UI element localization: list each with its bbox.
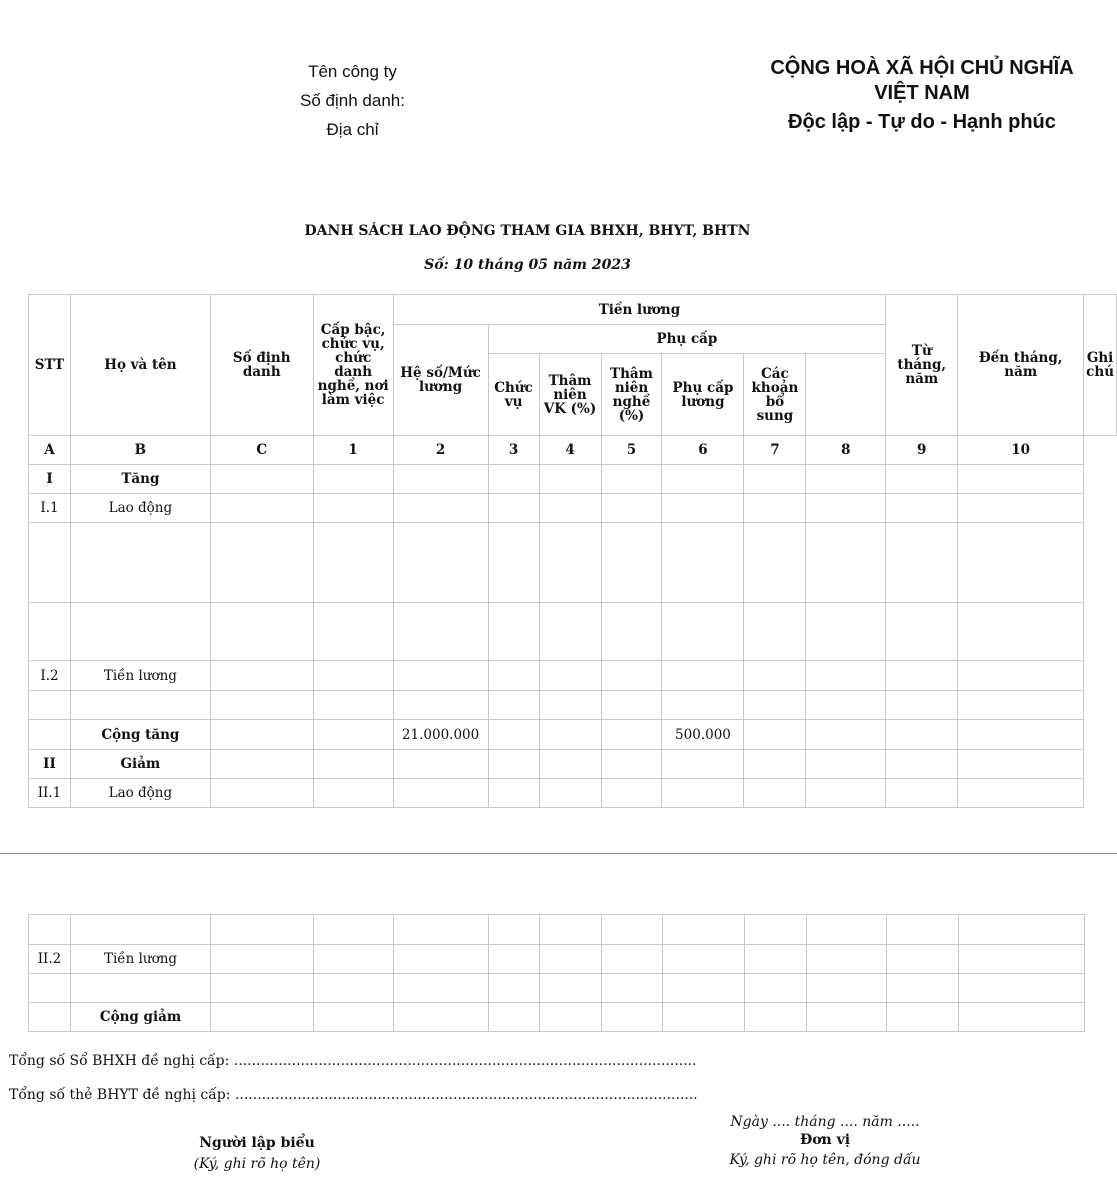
header-from-month: Từ tháng, năm [886, 295, 958, 436]
table-row [29, 523, 1117, 603]
column-code: 2 [393, 436, 488, 465]
header-seniority-job: Thâm niên nghề (%) [601, 354, 662, 436]
header-name: Họ và tên [70, 295, 210, 436]
column-code: 9 [886, 436, 958, 465]
employee-table-continued [28, 914, 1085, 1032]
unit-note: Ký, ghi rõ họ tên, đóng dấu [729, 1152, 921, 1168]
row-stt: I [29, 465, 71, 494]
header-coefficient: Hệ số/Mức lương [393, 325, 488, 436]
table-row-total-increase [29, 720, 1117, 750]
national-header [756, 56, 1088, 135]
row-name: Lao động [70, 779, 210, 808]
header-stt: STT [29, 295, 71, 436]
header-seniority-vk: Thâm niên VK (%) [539, 354, 601, 436]
table-row [29, 915, 1085, 945]
column-code: 4 [539, 436, 601, 465]
row-stt: II [29, 750, 71, 779]
header-position: Cấp bậc, chức vụ, chức danh nghề, nơi làm việc [313, 295, 393, 436]
column-code-row [29, 436, 1117, 465]
row-name: Tiền lương [70, 661, 210, 691]
table-row [29, 974, 1085, 1003]
table-row [29, 465, 1117, 494]
bhxh-books-label: Tổng số Sổ BHXH đề nghị cấp: [9, 1053, 230, 1069]
header-allowance-group: Phụ cấp [488, 325, 886, 354]
bhyt-cards-dots: ........................................................................................................ [234, 1087, 698, 1103]
row-name: Cộng tăng [70, 720, 210, 750]
employee-table [28, 294, 1117, 808]
row-name: Cộng giảm [71, 1003, 211, 1032]
page-break-divider [0, 853, 1117, 854]
table-row [29, 779, 1117, 808]
table-row [29, 494, 1117, 523]
preparer-note: (Ký, ghi rõ họ tên) [193, 1156, 321, 1172]
preparer-title: Người lập biểu [199, 1135, 315, 1151]
company-address: Địa chỉ [326, 120, 379, 139]
preparer-signature [150, 1133, 364, 1175]
bhxh-books-dots: ........................................................................................................ [233, 1053, 697, 1069]
column-code: 8 [806, 436, 886, 465]
unit-signature [705, 1113, 945, 1169]
bhyt-cards-label: Tổng số thẻ BHYT đề nghị cấp: [9, 1087, 231, 1103]
table-row [29, 945, 1085, 974]
column-code: 7 [744, 436, 806, 465]
column-code: C [210, 436, 313, 465]
header-supplements: Các khoản bổ sung [744, 354, 806, 436]
column-code: A [29, 436, 71, 465]
national-motto: Độc lập - Tự do - Hạnh phúc [788, 111, 1056, 133]
column-code: 1 [313, 436, 393, 465]
row-name: Giảm [70, 750, 210, 779]
column-code: B [70, 436, 210, 465]
column-code: 5 [601, 436, 662, 465]
table-row [29, 603, 1117, 661]
table-row [29, 661, 1117, 691]
signature-date: Ngày .... tháng .... năm ..... [730, 1114, 920, 1130]
column-code: 3 [488, 436, 539, 465]
header-to-month: Đến tháng, năm [958, 295, 1084, 436]
table-row [29, 691, 1117, 720]
header-id: Số định danh [210, 295, 313, 436]
total-increase-coefficient: 21.000.000 [393, 720, 488, 750]
table-row [29, 750, 1117, 779]
bhyt-cards-line [9, 1087, 698, 1103]
row-stt: I.2 [29, 661, 71, 691]
table-row-total-decrease [29, 1003, 1085, 1032]
row-stt: II.2 [29, 945, 71, 974]
company-id-number: Số định danh: [300, 91, 405, 110]
header-notes: Ghi chú [1084, 295, 1117, 436]
header-salary-allowance: Phụ cấp lương [662, 354, 744, 436]
company-info [230, 57, 475, 144]
row-name: Tăng [70, 465, 210, 494]
company-name: Tên công ty [308, 62, 397, 81]
row-name: Lao động [70, 494, 210, 523]
document-number: Số: 10 tháng 05 năm 2023 [424, 257, 631, 273]
total-increase-salary-allowance: 500.000 [662, 720, 744, 750]
bhxh-books-line [9, 1053, 697, 1069]
header-salary-group: Tiền lương [393, 295, 886, 325]
column-code: 6 [662, 436, 744, 465]
row-name: Tiền lương [71, 945, 211, 974]
unit-title: Đơn vị [799, 1132, 851, 1148]
header-position-allowance: Chức vụ [488, 354, 539, 436]
row-stt: I.1 [29, 494, 71, 523]
national-title-line1: CỘNG HOÀ XÃ HỘI CHỦ NGHĨA [770, 57, 1074, 79]
row-stt: II.1 [29, 779, 71, 808]
national-title-line2: VIỆT NAM [874, 82, 970, 104]
column-code: 10 [958, 436, 1084, 465]
document-title: DANH SÁCH LAO ĐỘNG THAM GIA BHXH, BHYT, BHTN [304, 223, 751, 239]
